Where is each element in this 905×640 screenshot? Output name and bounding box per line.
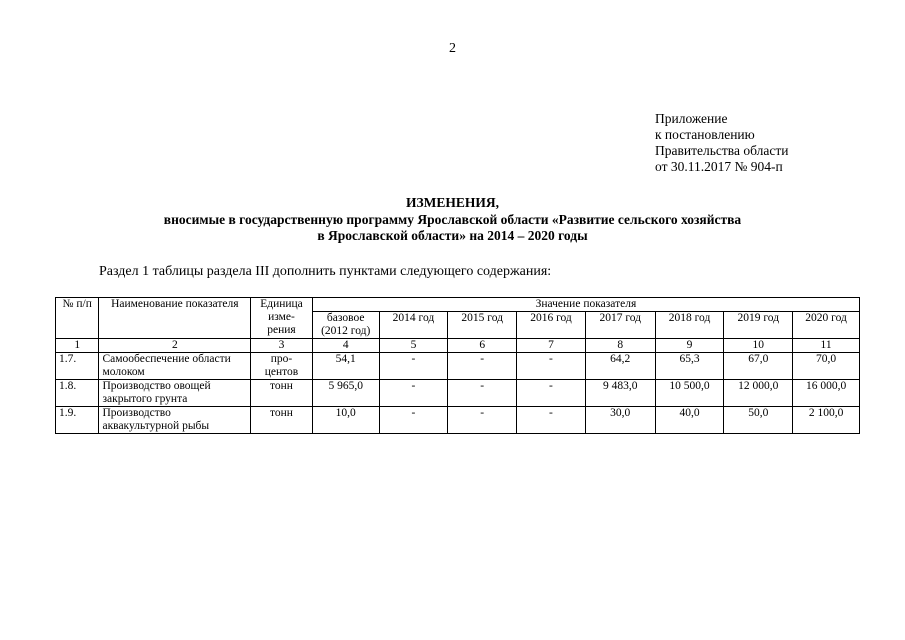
appendix-block bbox=[655, 111, 788, 175]
header-year: базовое (2012 год) bbox=[312, 312, 379, 339]
appendix-line: Приложение bbox=[655, 111, 728, 126]
document-title bbox=[0, 195, 905, 244]
header-num: № п/п bbox=[56, 298, 99, 339]
index-cell: 11 bbox=[793, 339, 860, 353]
header-name: Наименование показателя bbox=[99, 298, 251, 339]
index-cell: 8 bbox=[585, 339, 655, 353]
row-value: 70,0 bbox=[793, 353, 860, 380]
header-year: 2020 год bbox=[793, 312, 860, 339]
row-value: - bbox=[448, 353, 517, 380]
title-heading: ИЗМЕНЕНИЯ, bbox=[405, 195, 499, 210]
header-year: 2014 год bbox=[379, 312, 448, 339]
index-cell: 4 bbox=[312, 339, 379, 353]
index-cell: 1 bbox=[56, 339, 99, 353]
index-row bbox=[56, 339, 860, 353]
title-line: в Ярославской области» на 2014 – 2020 годы bbox=[317, 228, 588, 243]
row-value: 9 483,0 bbox=[585, 380, 655, 407]
row-name: Производство овощей закрытого грунта bbox=[99, 380, 251, 407]
row-value: 30,0 bbox=[585, 407, 655, 434]
index-cell: 7 bbox=[517, 339, 586, 353]
row-value: 12 000,0 bbox=[724, 380, 793, 407]
row-value: 67,0 bbox=[724, 353, 793, 380]
row-value: 40,0 bbox=[655, 407, 724, 434]
row-unit: тонн bbox=[251, 407, 313, 434]
row-name: Производство аквакультурной рыбы bbox=[99, 407, 251, 434]
row-value: 50,0 bbox=[724, 407, 793, 434]
indicator-table bbox=[55, 297, 860, 434]
row-value: 2 100,0 bbox=[793, 407, 860, 434]
intro-text: Раздел 1 таблицы раздела III дополнить пунктами следующего содержания: bbox=[99, 264, 552, 279]
appendix-line: Правительства области bbox=[655, 143, 789, 158]
header-unit: Единица изме-рения bbox=[251, 298, 313, 339]
header-row bbox=[56, 298, 860, 312]
row-value: 5 965,0 bbox=[312, 380, 379, 407]
header-year: 2017 год bbox=[585, 312, 655, 339]
index-cell: 9 bbox=[655, 339, 724, 353]
row-value: 64,2 bbox=[585, 353, 655, 380]
appendix-line: к постановлению bbox=[655, 127, 755, 142]
row-unit: про-центов bbox=[251, 353, 313, 380]
row-value: 65,3 bbox=[655, 353, 724, 380]
row-value: - bbox=[448, 380, 517, 407]
index-cell: 10 bbox=[724, 339, 793, 353]
row-num: 1.8. bbox=[56, 380, 99, 407]
title-line: вносимые в государственную программу Ярославской области «Развитие сельского хозяйства bbox=[163, 212, 742, 227]
row-value: - bbox=[379, 353, 448, 380]
row-unit: тонн bbox=[251, 380, 313, 407]
index-cell: 5 bbox=[379, 339, 448, 353]
row-value: - bbox=[379, 380, 448, 407]
row-value: 54,1 bbox=[312, 353, 379, 380]
index-cell: 3 bbox=[251, 339, 313, 353]
row-value: - bbox=[517, 407, 586, 434]
page-number: 2 bbox=[449, 41, 456, 56]
row-value: - bbox=[379, 407, 448, 434]
row-value: - bbox=[517, 353, 586, 380]
row-name: Самообеспечение области молоком bbox=[99, 353, 251, 380]
row-value: - bbox=[517, 380, 586, 407]
header-value-group: Значение показателя bbox=[312, 298, 859, 312]
header-year: 2016 год bbox=[517, 312, 586, 339]
header-year: 2019 год bbox=[724, 312, 793, 339]
index-cell: 6 bbox=[448, 339, 517, 353]
header-year: 2015 год bbox=[448, 312, 517, 339]
row-value: 16 000,0 bbox=[793, 380, 860, 407]
table-row bbox=[56, 380, 860, 407]
row-value: - bbox=[448, 407, 517, 434]
table-row bbox=[56, 353, 860, 380]
header-year: 2018 год bbox=[655, 312, 724, 339]
row-num: 1.9. bbox=[56, 407, 99, 434]
table-row bbox=[56, 407, 860, 434]
row-value: 10,0 bbox=[312, 407, 379, 434]
row-value: 10 500,0 bbox=[655, 380, 724, 407]
index-cell: 2 bbox=[99, 339, 251, 353]
row-num: 1.7. bbox=[56, 353, 99, 380]
appendix-line: от 30.11.2017 № 904-п bbox=[655, 159, 783, 174]
